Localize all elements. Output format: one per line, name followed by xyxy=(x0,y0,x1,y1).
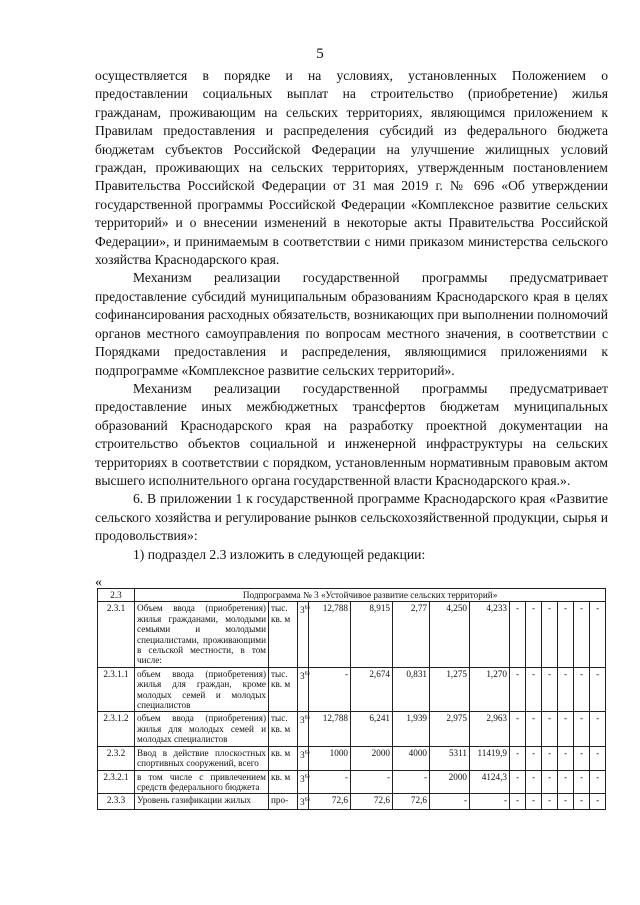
status-footnote: 6) xyxy=(304,715,310,722)
row-dash: - xyxy=(574,712,590,746)
row-dash: - xyxy=(574,602,590,667)
row-dash: - xyxy=(590,794,606,809)
row-status xyxy=(298,712,309,746)
page-number: 5 xyxy=(316,46,324,62)
row-dash: - xyxy=(542,712,558,746)
row-num: 2.3.1.1 xyxy=(98,667,135,712)
row-value: 1000 xyxy=(309,746,351,770)
row-dash: - xyxy=(590,602,606,667)
row-value: 4000 xyxy=(393,746,430,770)
row-dash: - xyxy=(574,770,590,794)
row-dash: - xyxy=(574,667,590,712)
row-dash: - xyxy=(574,746,590,770)
row-dash: - xyxy=(542,602,558,667)
status-value: 3 xyxy=(300,605,305,616)
row-dash: - xyxy=(542,667,558,712)
row-status xyxy=(298,794,309,809)
row-name: Ввод в действие плоскостных спортивных сооружений, всего xyxy=(135,746,269,770)
row-status xyxy=(298,770,309,794)
row-value: 5311 xyxy=(430,746,470,770)
row-value: 8,915 xyxy=(351,602,393,667)
table-row xyxy=(98,794,606,809)
header-num: 2.3 xyxy=(98,589,135,602)
row-dash: - xyxy=(526,667,542,712)
row-value: 72,6 xyxy=(393,794,430,809)
status-footnote: 6) xyxy=(304,797,310,804)
row-num: 2.3.1 xyxy=(98,602,135,667)
row-value: 12,788 xyxy=(309,712,351,746)
row-dash: - xyxy=(542,794,558,809)
row-dash: - xyxy=(510,794,526,809)
row-num: 2.3.3 xyxy=(98,794,135,809)
row-value: 0,831 xyxy=(393,667,430,712)
row-name: в том числе с привлечением средств федерального бюджета xyxy=(135,770,269,794)
row-value: 4,233 xyxy=(470,602,510,667)
row-dash: - xyxy=(558,794,574,809)
row-value: 11419,9 xyxy=(470,746,510,770)
row-dash: - xyxy=(526,602,542,667)
row-dash: - xyxy=(558,602,574,667)
table-row xyxy=(98,712,606,746)
table-row xyxy=(98,770,606,794)
row-value: 2,77 xyxy=(393,602,430,667)
row-num: 2.3.1.2 xyxy=(98,712,135,746)
row-value: 72,6 xyxy=(351,794,393,809)
row-unit: тыс. кв. м xyxy=(269,712,298,746)
row-dash: - xyxy=(574,794,590,809)
paragraph: Механизм реализации государственной программы предусматривает предоставление субсидий муниципальным образованиям Краснодарского края в целях софинансирования расходных обязательств, возникающих при выполнении полномочий органов местного самоуправления по вопросам местного значения, в соответствии с Порядками предоставления и распределения, являющимися приложениями к подпрограмме «Комплексное развитие сельских территорий». xyxy=(95,270,608,378)
row-value: 2000 xyxy=(430,770,470,794)
row-value: - xyxy=(309,667,351,712)
row-value: 4124,3 xyxy=(470,770,510,794)
table-row xyxy=(98,746,606,770)
row-value: 2000 xyxy=(351,746,393,770)
row-dash: - xyxy=(510,667,526,712)
row-unit: тыс. кв. м xyxy=(269,602,298,667)
table-header-row xyxy=(98,589,606,602)
header-title: Подпрограмма № 3 «Устойчивое развитие сельских территорий» xyxy=(135,589,606,602)
indicators-table xyxy=(97,588,606,810)
row-unit: кв. м xyxy=(269,770,298,794)
row-dash: - xyxy=(558,770,574,794)
table-row xyxy=(98,667,606,712)
row-name: Объем ввода (приобретения) жилья гражданами, молодыми семьями и молодыми специалистами, проживающими в сельской местности, в том числе: xyxy=(135,602,269,667)
row-value: - xyxy=(470,794,510,809)
row-dash: - xyxy=(526,770,542,794)
status-value: 3 xyxy=(300,749,305,760)
row-unit: тыс. кв. м xyxy=(269,667,298,712)
row-status xyxy=(298,746,309,770)
row-dash: - xyxy=(510,770,526,794)
status-footnote: 6) xyxy=(304,773,310,780)
row-value: 2,963 xyxy=(470,712,510,746)
row-unit: про- xyxy=(269,794,298,809)
table-body xyxy=(98,589,606,810)
row-dash: - xyxy=(526,712,542,746)
status-footnote: 6) xyxy=(304,605,310,612)
row-value: 2,975 xyxy=(430,712,470,746)
row-unit: кв. м xyxy=(269,746,298,770)
paragraph: Механизм реализации государственной программы предусматривает предоставление иных межбюджетных трансфертов бюджетам муниципальных образований Краснодарского края на разработку проектной документации на строительство объектов социальной и инженерной инфраструктуры на сельских территориях в соответствии с порядком, установленным нормативным правовым актом высшего исполнительного органа государственной власти Краснодарского края.». xyxy=(95,380,608,488)
row-num: 2.3.2 xyxy=(98,746,135,770)
opening-quote: « xyxy=(95,575,102,590)
row-dash: - xyxy=(590,712,606,746)
row-dash: - xyxy=(558,746,574,770)
row-value: 1,270 xyxy=(470,667,510,712)
row-value: - xyxy=(309,770,351,794)
row-value: 4,250 xyxy=(430,602,470,667)
table-row xyxy=(98,602,606,667)
row-dash: - xyxy=(542,746,558,770)
row-dash: - xyxy=(510,602,526,667)
row-name: Уровень газификации жилых xyxy=(135,794,269,809)
row-value: - xyxy=(430,794,470,809)
paragraph: осуществляется в порядке и на условиях, установленных Положением о предоставлении социальных выплат на строительство (приобретение) жилья гражданам, проживающим на сельских территориях, являющимся приложением к Правилам предоставления и распределения субсидий из федерального бюджета бюджетам субъектов Российской Федерации на улучшение жилищных условий граждан, проживающих на сельских территориях, утвержденным постановлением Правительства Российской Федерации от 31 мая 2019 г. № 696 «Об утверждении государственной программы Российской Федерации «Комплексное развитие сельских территорий» и о внесении изменений в некоторые акты Правительства Российской Федерации», и принимаемым в соответствии с ними приказом министерства сельского хозяйства Краснодарского края. xyxy=(95,68,608,268)
row-status xyxy=(298,602,309,667)
row-dash: - xyxy=(590,770,606,794)
status-footnote: 6) xyxy=(304,670,310,677)
row-value: 1,275 xyxy=(430,667,470,712)
row-dash: - xyxy=(510,746,526,770)
row-dash: - xyxy=(526,746,542,770)
row-value: 72,6 xyxy=(309,794,351,809)
row-dash: - xyxy=(558,712,574,746)
row-value: 6,241 xyxy=(351,712,393,746)
row-value: - xyxy=(393,770,430,794)
row-name: объем ввода (приобретения) жилья для граждан, кроме молодых семей и молодых специалистов xyxy=(135,667,269,712)
row-dash: - xyxy=(558,667,574,712)
status-value: 3 xyxy=(300,773,305,784)
row-value: 1,939 xyxy=(393,712,430,746)
row-dash: - xyxy=(526,794,542,809)
paragraph: 6. В приложении 1 к государственной программе Краснодарского края «Развитие сельского хозяйства и регулирование рынков сельскохозяйственной продукции, сырья и продовольствия»: xyxy=(95,491,608,544)
paragraph: 1) подраздел 2.3 изложить в следующей редакции: xyxy=(133,546,426,562)
row-value: 2,674 xyxy=(351,667,393,712)
row-dash: - xyxy=(542,770,558,794)
status-value: 3 xyxy=(300,715,305,726)
row-value: 12,788 xyxy=(309,602,351,667)
row-dash: - xyxy=(590,667,606,712)
status-footnote: 6) xyxy=(304,749,310,756)
row-dash: - xyxy=(590,746,606,770)
body-text xyxy=(95,67,608,564)
row-num: 2.3.2.1 xyxy=(98,770,135,794)
status-value: 3 xyxy=(300,797,305,808)
row-name: объем ввода (приобретения) жилья для молодых семей и молодых специалистов xyxy=(135,712,269,746)
status-value: 3 xyxy=(300,670,305,681)
row-value: - xyxy=(351,770,393,794)
row-status xyxy=(298,667,309,712)
row-dash: - xyxy=(510,712,526,746)
